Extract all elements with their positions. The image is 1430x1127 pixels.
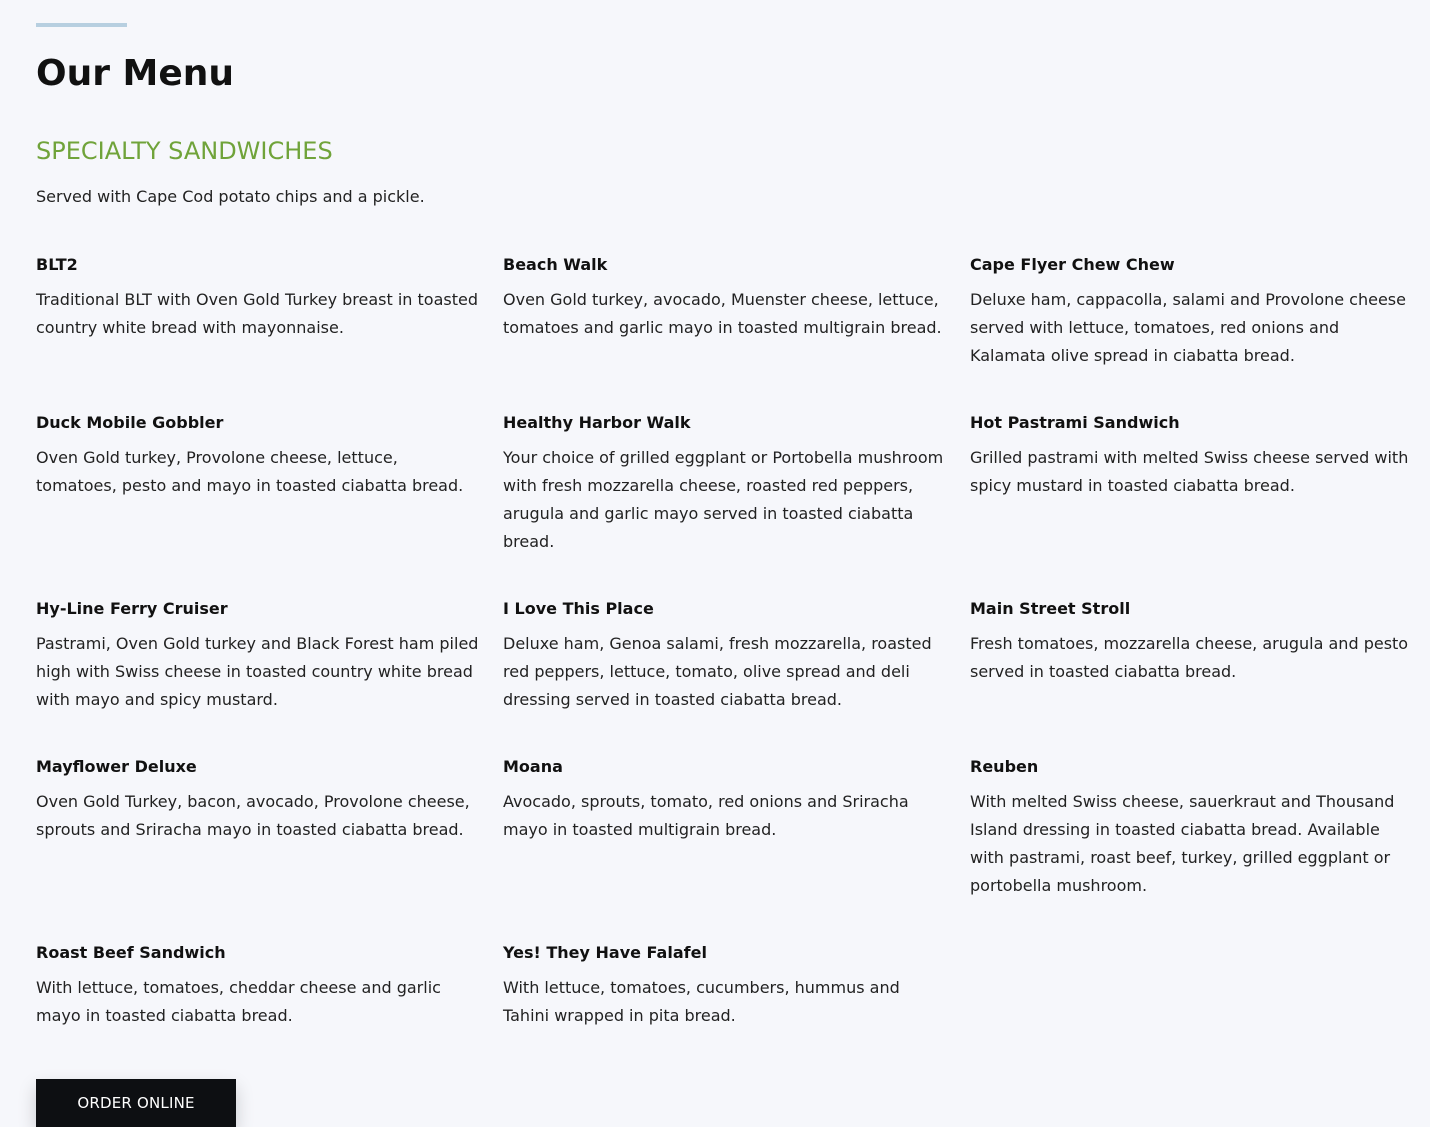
menu-item-name: Reuben	[970, 757, 1039, 776]
menu-item-description: Your choice of grilled eggplant or Portobella mushroom with fresh mozzarella cheese, roasted red peppers, arugula and garlic mayo served in toasted ciabatta bread.	[503, 448, 944, 551]
menu-item-description: Oven Gold turkey, Provolone cheese, lettuce, tomatoes, pesto and mayo in toasted ciabatta bread.	[36, 448, 464, 495]
menu-item-name: Beach Walk	[503, 255, 608, 274]
menu-item	[36, 596, 481, 754]
menu-item-name: BLT2	[36, 255, 78, 274]
menu-item	[970, 252, 1415, 410]
menu-item-name: Hot Pastrami Sandwich	[970, 413, 1180, 432]
order-online-button[interactable]: ORDER ONLINE	[36, 1079, 236, 1127]
menu-item-name: Roast Beef Sandwich	[36, 943, 226, 962]
menu-item	[970, 410, 1415, 596]
menu-item-description: With melted Swiss cheese, sauerkraut and Thousand Island dressing in toasted ciabatta bread. Available with pastrami, roast beef, turkey, grilled eggplant or portobella mushroom.	[970, 792, 1395, 895]
page-title: Our Menu	[36, 53, 235, 94]
menu-item	[36, 940, 481, 1070]
menu-item	[36, 410, 481, 596]
menu-item-description: Traditional BLT with Oven Gold Turkey breast in toasted country white bread with mayonnaise.	[36, 290, 479, 337]
section-title: SPECIALTY SANDWICHES	[36, 137, 333, 165]
menu-item	[503, 940, 948, 1070]
menu-item-description: Deluxe ham, cappacolla, salami and Provolone cheese served with lettuce, tomatoes, red onions and Kalamata olive spread in ciabatta bread.	[970, 290, 1406, 365]
menu-item-description: With lettuce, tomatoes, cucumbers, hummus and Tahini wrapped in pita bread.	[503, 978, 900, 1025]
menu-item-name: Cape Flyer Chew Chew	[970, 255, 1175, 274]
menu-item-name: Yes! They Have Falafel	[503, 943, 707, 962]
accent-line	[36, 23, 127, 27]
menu-item-description: Fresh tomatoes, mozzarella cheese, arugula and pesto served in toasted ciabatta bread.	[970, 634, 1409, 681]
menu-item-description: Oven Gold turkey, avocado, Muenster cheese, lettuce, tomatoes and garlic mayo in toasted multigrain bread.	[503, 290, 942, 337]
section-subtitle: Served with Cape Cod potato chips and a pickle.	[36, 187, 425, 206]
menu-item-description: Avocado, sprouts, tomato, red onions and Sriracha mayo in toasted multigrain bread.	[503, 792, 909, 839]
menu-item	[503, 754, 948, 940]
menu-item	[503, 410, 948, 596]
menu-item-name: I Love This Place	[503, 599, 654, 618]
menu-item-name: Healthy Harbor Walk	[503, 413, 691, 432]
menu-item	[36, 252, 481, 410]
menu-item-description: Oven Gold Turkey, bacon, avocado, Provolone cheese, sprouts and Sriracha mayo in toasted ciabatta bread.	[36, 792, 470, 839]
menu-item-description: Pastrami, Oven Gold turkey and Black Forest ham piled high with Swiss cheese in toasted country white bread with mayo and spicy mustard.	[36, 634, 479, 709]
menu-item-description: Deluxe ham, Genoa salami, fresh mozzarella, roasted red peppers, lettuce, tomato, olive spread and deli dressing served in toasted ciabatta bread.	[503, 634, 932, 709]
menu-item	[970, 596, 1415, 754]
menu-item-name: Hy-Line Ferry Cruiser	[36, 599, 228, 618]
menu-item	[503, 596, 948, 754]
menu-item-name: Duck Mobile Gobbler	[36, 413, 224, 432]
menu-item-name: Moana	[503, 757, 563, 776]
menu-item	[36, 754, 481, 940]
menu-item-name: Main Street Stroll	[970, 599, 1131, 618]
menu-item-name: Mayflower Deluxe	[36, 757, 197, 776]
menu-item	[503, 252, 948, 410]
menu-item	[970, 754, 1415, 940]
menu-item-description: Grilled pastrami with melted Swiss cheese served with spicy mustard in toasted ciabatta bread.	[970, 448, 1409, 495]
menu-item-description: With lettuce, tomatoes, cheddar cheese and garlic mayo in toasted ciabatta bread.	[36, 978, 441, 1025]
menu-grid	[36, 252, 1430, 1070]
